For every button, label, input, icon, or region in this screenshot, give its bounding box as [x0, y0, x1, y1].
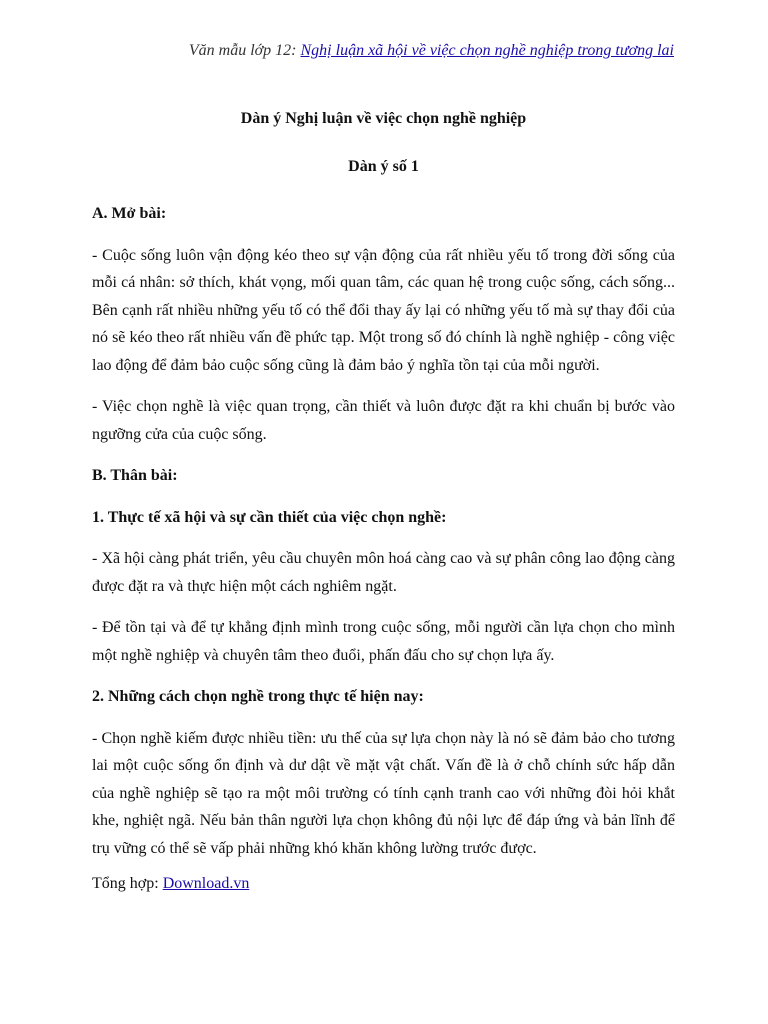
section-a-heading: A. Mở bài:	[92, 205, 167, 222]
section-b-heading: B. Thân bài:	[92, 467, 178, 484]
page-header	[189, 42, 674, 60]
footer-source-link[interactable]: Download.vn	[162, 875, 250, 892]
document-body	[92, 105, 675, 898]
page-footer	[92, 870, 675, 898]
paragraph-a2: - Việc chọn nghề là việc quan trọng, cần thiết và luôn được đặt ra khi chuẩn bị bước vào ngưỡng cửa của cuộc sống.	[92, 398, 675, 443]
header-article-link[interactable]: Nghị luận xã hội về việc chọn nghề nghiệp trong tương lai	[300, 42, 674, 59]
paragraph-2a: - Chọn nghề kiếm được nhiều tiền: ưu thế của sự lựa chọn này là nó sẽ đảm bảo cho tương lai một cuộc sống ổn định và dư dật về mặt vật chất. Vấn đề là ở chỗ chính sức hấp dẫn của nghề nghiệp sẽ tạo ra một môi trường có tính cạnh tranh cao với những đòi hỏi khắt khe, nghiệt ngã. Nếu bản thân người lựa chọn không đủ nội lực để đáp ứng và bản lĩnh để trụ vững có thể sẽ vấp phải những khó khăn không lường trước được.	[92, 729, 675, 857]
document-title: Dàn ý Nghị luận về việc chọn nghề nghiệp	[240, 110, 527, 127]
paragraph-1b: - Để tồn tại và để tự khẳng định mình trong cuộc sống, mỗi người cần lựa chọn cho mình một nghề nghiệp và chuyên tâm theo đuổi, phấn đấu cho sự chọn lựa ấy.	[92, 619, 675, 664]
paragraph-1a: - Xã hội càng phát triển, yêu cầu chuyên môn hoá càng cao và sự phân công lao động càng được đặt ra và thực hiện một cách nghiêm ngặt.	[92, 550, 675, 595]
header-prefix: Văn mẫu lớp 12:	[188, 42, 301, 59]
outline-number: Dàn ý số 1	[348, 157, 419, 175]
subheading-2: 2. Những cách chọn nghề trong thực tế hiện nay:	[92, 688, 424, 705]
subheading-1: 1. Thực tế xã hội và sự cần thiết của việc chọn nghề:	[92, 508, 447, 526]
paragraph-a1: - Cuộc sống luôn vận động kéo theo sự vận động của rất nhiều yếu tố trong đời sống của mỗi cá nhân: sở thích, khát vọng, mối quan tâm, các quan hệ trong cuộc sống, cách sống... Bên cạnh rất nhiều những yếu tố có thể đổi thay ấy lại có những yếu tố mà sự thay đổi của nó sẽ kéo theo rất nhiều vấn đề phức tạp. Một trong số đó chính là nghề nghiệp - công việc lao động để đảm bảo cuộc sống cũng là đảm bảo ý nghĩa tồn tại của mỗi người.	[92, 246, 675, 374]
footer-label: Tổng hợp:	[92, 875, 163, 892]
